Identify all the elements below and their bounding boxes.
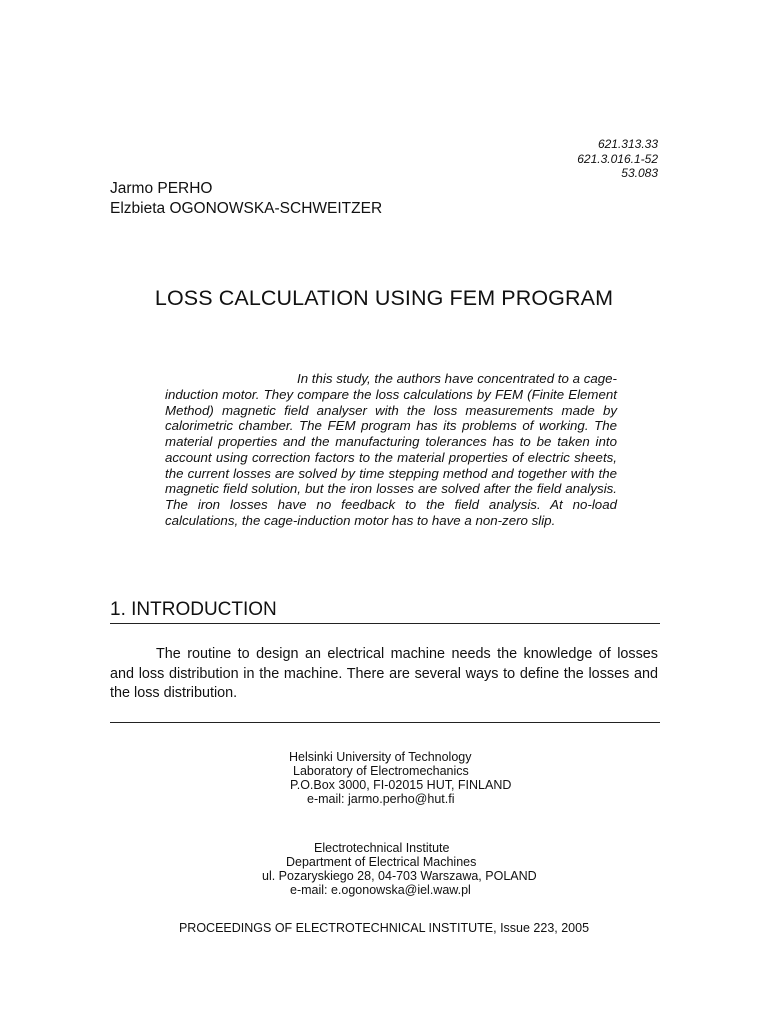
affiliation-line: P.O.Box 3000, FI-02015 HUT, FINLAND [290, 778, 512, 792]
affiliation-line: Electrotechnical Institute [314, 841, 450, 855]
footnote-divider [110, 722, 660, 723]
affiliation-line: Laboratory of Electromechanics [293, 764, 469, 778]
proceedings-footer: PROCEEDINGS OF ELECTROTECHNICAL INSTITUTE, Issue 223, 2005 [178, 921, 590, 935]
udc-code: 621.313.33 [597, 137, 658, 151]
affiliation-email: e-mail: jarmo.perho@hut.fi [307, 792, 455, 806]
affiliation-line: Helsinki University of Technology [289, 750, 472, 764]
affiliation-line: ul. Pozaryskiego 28, 04-703 Warszawa, POLAND [262, 869, 537, 883]
intro-paragraph: The routine to design an electrical machine needs the knowledge of losses and loss distribution in the machine. There are several ways to define the losses and the loss distribution. [110, 646, 658, 701]
author-list [110, 179, 382, 219]
author-name: Elzbieta OGONOWSKA-SCHWEITZER [110, 200, 383, 217]
udc-code: 621.3.016.1-52 [577, 151, 658, 166]
affiliation-email: e-mail: e.ogonowska@iel.waw.pl [290, 883, 471, 897]
udc-codes [577, 137, 658, 181]
abstract-text: In this study, the authors have concentrated to a cage-induction motor. They compare the loss calculations by FEM (Finite Element Method) magnetic field analyser with the loss measurements made by calorimetric chamber. The FEM program has its problems of working. The material properties and the manufacturing tolerances has to be taken into account using correction factors to the material properties of electric sheets, the current losses are solved by time stepping method and together with the magnetic field solution, but the iron losses are solved after the field analysis. The iron losses have no feedback to the field analysis. At no-load calculations, the cage-induction motor has to have a non-zero slip. [165, 371, 617, 528]
paper-title: LOSS CALCULATION USING FEM PROGRAM [154, 286, 614, 310]
section-heading: 1. INTRODUCTION [110, 599, 660, 624]
author-name: Jarmo PERHO [110, 180, 213, 197]
affiliation-line: Department of Electrical Machines [286, 855, 477, 869]
udc-code: 53.083 [621, 166, 658, 180]
